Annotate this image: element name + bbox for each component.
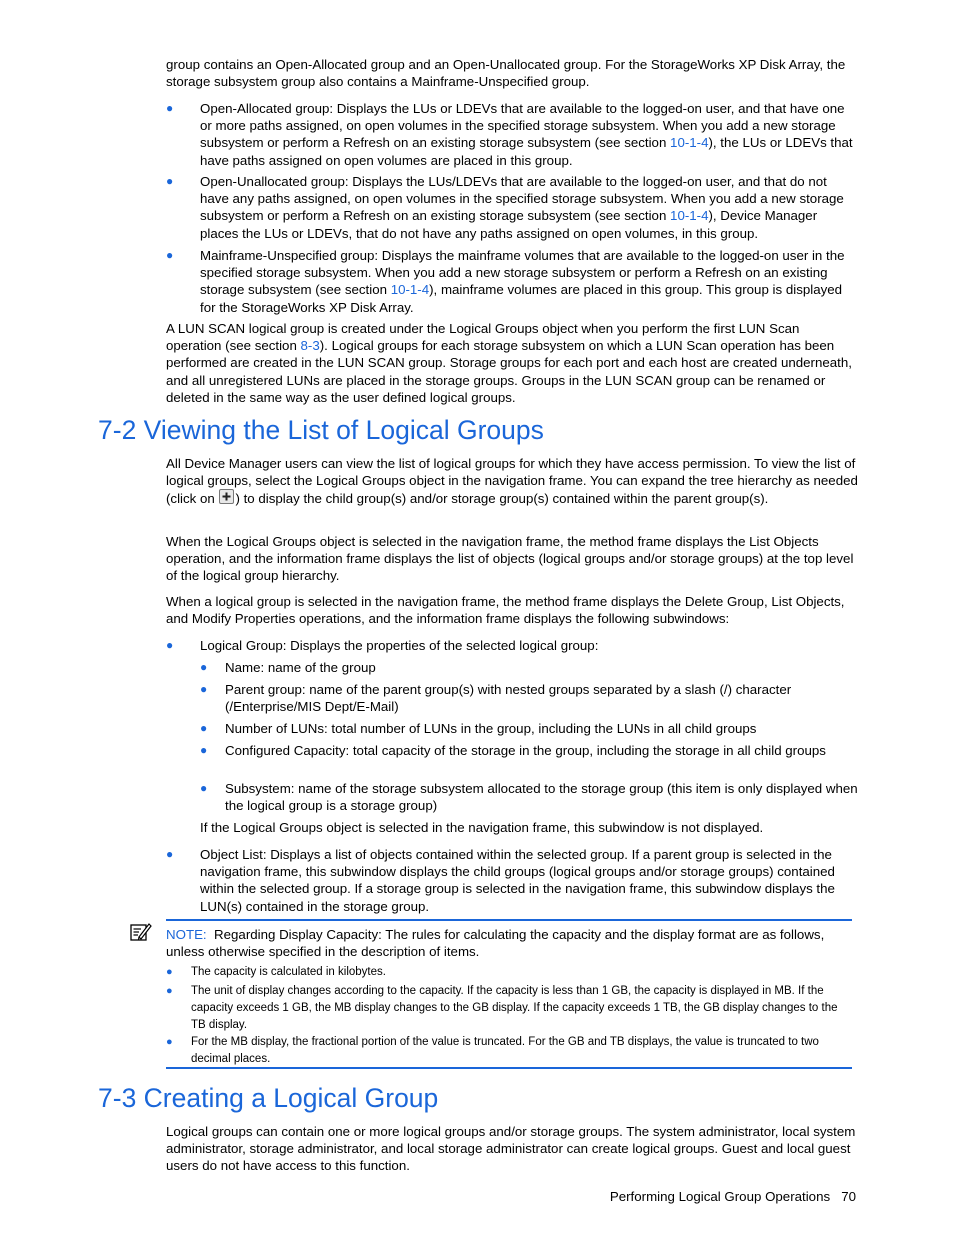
lun-scan-paragraph: A LUN SCAN logical group is created under the Logical Groups object when you perform the first LUN Scan operation (see section 8-3). Logical groups for each storage subsystem on which a LUN Scan operation has been performed are created in the LUN SCAN group. Storage groups for each port and each host are created underneath, and all unregistered LUNs are placed in the storage groups. Groups in the LUN SCAN group can be renamed or deleted in the same way as the user defined logical groups. [166, 321, 852, 405]
section-link[interactable]: 10-1-4 [390, 282, 430, 298]
bullet-icon: ● [166, 847, 174, 861]
intro-paragraph: group contains an Open-Allocated group and an Open-Unallocated group. For the StorageWorks XP Disk Array, the storage subsystem group also contains a Mainframe-Unspecified group. [166, 57, 846, 90]
bullet-icon: ● [200, 682, 208, 696]
note-list-item-text: The capacity is calculated in kilobytes. [191, 966, 386, 978]
bullet-icon: ● [200, 743, 208, 757]
paragraph: When the Logical Groups object is selected in the navigation frame, the method frame displays the List Objects operation, and the information frame displays the list of objects (logical groups and/or storage groups) at the top level of the logical group hierarchy. [166, 534, 854, 584]
list-item-text: Open-Allocated group: Displays the LUs or LDEVs that are available to the logged-on user, and that have one or more paths assigned, on open volumes in the specified storage subsystem. When you add a new storage subsystem or perform a Refresh on an existing storage subsystem (see section 10-1-4), the LUs or LDEVs that have paths assigned on open volumes are placed in this group. [200, 101, 853, 168]
bullet-icon: ● [166, 966, 173, 978]
list-item-text: Mainframe-Unspecified group: Displays the mainframe volumes that are available to the logged-on user in the specified storage subsystem. When you add a new storage subsystem or perform a Refresh on an existing storage subsystem (see section 10-1-4), mainframe volumes are placed in this group. This group is displayed for the StorageWorks XP Disk Array. [200, 248, 845, 315]
paragraph: When a logical group is selected in the navigation frame, the method frame displays the Delete Group, List Objects, and Modify Properties operations, and the information frame displays the following subwindows: [166, 594, 845, 627]
note-list-item-text: For the MB display, the fractional portion of the value is truncated. For the GB and TB displays, the value is truncated to two decimal places. [191, 1036, 819, 1065]
note-paragraph: NOTE: Regarding Display Capacity: The rules for calculating the capacity and the display format are as follows, unless otherwise specified in the description of items. [166, 927, 825, 960]
bullet-icon: ● [200, 721, 208, 735]
note-top-rule [166, 919, 852, 921]
bullet-icon: ● [166, 638, 174, 652]
footer-title: Performing Logical Group Operations [609, 1189, 831, 1204]
paragraph: If the Logical Groups object is selected in the navigation frame, this subwindow is not displayed. [200, 820, 764, 835]
section-heading: 7-3 Creating a Logical Group [98, 1083, 439, 1113]
sub-list-item-text: Number of LUNs: total number of LUNs in the group, including the LUNs in all child groups [225, 721, 757, 736]
note-list-item-text: The unit of display changes according to the capacity. If the capacity is less than 1 GB, the capacity is displayed in MB. If the capacity exceeds 1 GB, the MB display changes to the GB display. If the capacity exceeds 1 TB, the GB display changes to the TB display. [191, 985, 838, 1031]
sub-list-item-text: Name: name of the group [225, 660, 376, 675]
paragraph: All Device Manager users can view the list of logical groups for which they have access permission. To view the list of logical groups, select the Logical Groups object in the navigation frame. You can expand the tree hierarchy as needed (click on ) to display the child group(s) and/or storage group(s) contained within the parent group(s). [166, 456, 858, 507]
bullet-icon: ● [166, 985, 173, 997]
bullet-icon: ● [166, 248, 174, 262]
expand-plus-icon [219, 489, 234, 504]
page-number: 70 [841, 1189, 856, 1204]
section-link[interactable]: 8-3 [300, 338, 320, 354]
list-item-text: Object List: Displays a list of objects contained within the selected group. If a parent group is selected in the navigation frame, this subwindow displays the child groups (logical groups and/or storage groups) contained within the selected group. If a storage group is selected in the navigation frame, this subwindow displays the LUN(s) contained in the storage group. [200, 847, 835, 914]
note-label: NOTE: [166, 927, 207, 942]
note-bottom-rule [166, 1067, 852, 1069]
section-link[interactable]: 10-1-4 [670, 135, 709, 151]
bullet-icon: ● [166, 101, 174, 115]
section-heading: 7-2 Viewing the List of Logical Groups [98, 415, 544, 445]
list-item-text: Logical Group: Displays the properties of the selected logical group: [200, 638, 599, 653]
paragraph: Logical groups can contain one or more logical groups and/or storage groups. The system administrator, local system administrator, storage administrator, and local storage administrator can create logical groups. Guest and local guest users do not have access to this function. [166, 1124, 856, 1174]
bullet-icon: ● [166, 174, 174, 188]
sub-list-item-text: Configured Capacity: total capacity of the storage in the group, including the storage in all child groups [225, 743, 826, 758]
section-link[interactable]: 10-1-4 [670, 208, 709, 224]
sub-list-item-text: Parent group: name of the parent group(s) with nested groups separated by a slash (/) character (/Enterprise/MIS Dept/E-Mail) [225, 682, 792, 715]
list-item-text: Open-Unallocated group: Displays the LUs/LDEVs that are available to the logged-on user, and that do not have any paths assigned, on open volumes in the specified storage subsystem. When you add a new storage subsystem or perform a Refresh on an existing storage subsystem (see section 10-1-4), Device Manager places the LUs or LDEVs, that do not have any paths assigned on open volumes, in this group. [200, 174, 844, 241]
bullet-icon: ● [200, 660, 208, 674]
sub-list-item-text: Subsystem: name of the storage subsystem allocated to the storage group (this item is only displayed when the logical group is a storage group) [225, 781, 858, 814]
bullet-icon: ● [166, 1036, 173, 1048]
bullet-icon: ● [200, 781, 208, 795]
note-icon [130, 922, 152, 942]
page-footer [540, 1188, 856, 1205]
